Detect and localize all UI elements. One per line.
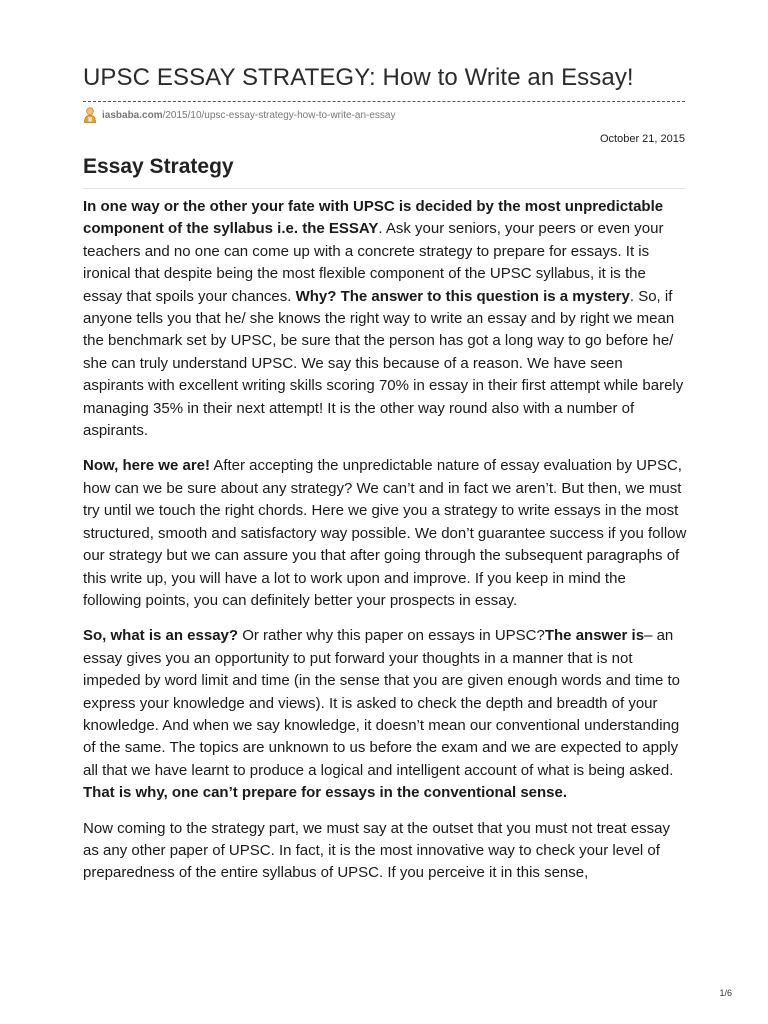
bold-text: So, what is an essay?	[83, 627, 239, 645]
body-text: . Ask your seniors, your peers or even your teachers and no one can come up with a concrete strategy to prepare for essays. It is ironical that despite being the most flexible component of the UPSC syllabus, it is the essay that spoils your chances.	[83, 220, 664, 305]
body-text: – an essay gives you an opportunity to put forward your thoughts in a manner that is not impeded by word limit and time (in the sense that you are given enough words and time to express your knowledge and views). It is asked to check the depth and breadth of your knowledge. And when we say knowledge, it doesn’t mean our conventional understanding of the same. The topics are unknown to us before the exam and we are expected to apply all that we have learnt to produce a logical and intelligent account of what is being asked.	[83, 627, 680, 779]
title-divider	[83, 101, 685, 102]
page-number: 1/6	[719, 988, 732, 998]
source-link[interactable]	[83, 106, 395, 124]
bold-text: In one way or the other your fate with UPSC is decided by the most unpredictable component of the syllabus i.e. the ESSAY	[83, 198, 664, 238]
body-text: Or rather why this paper on essays in UPSC?	[238, 627, 545, 645]
body-text: Now coming to the strategy part, we must say at the outset that you must not treat essay as any other paper of UPSC. In fact, it is the most innovative way to check your level of preparedness of the entire syllabus of UPSC. If you perceive it in this sense,	[83, 819, 670, 882]
bold-text: That is why, one can’t prepare for essays in the conventional sense.	[83, 784, 568, 802]
bold-text: Why? The answer to this question is a mystery	[295, 287, 630, 305]
paragraph-4	[83, 818, 687, 885]
publish-date: October 21, 2015	[599, 133, 685, 145]
bold-text: The answer is	[544, 627, 645, 645]
body-text: After accepting the unpredictable nature of essay evaluation by UPSC, how can we be sure about any strategy? We can’t and in fact we aren’t. But then, we must try until we touch the right chords. Here we give you a strategy to write essays in the most structured, smooth and satisfactory way possible. We don’t guarantee success if you follow our strategy but we can assure you that after going through the subsequent paragraphs of this write up, you will have a lot to work upon and improve. If you keep in mind the following points, you can definitely better your prospects in essay.	[83, 457, 687, 609]
person-icon	[83, 107, 97, 123]
bold-text: Now, here we are!	[83, 457, 210, 475]
paragraph-1	[83, 196, 687, 442]
body-text: . So, if anyone tells you that he/ she knows the right way to write an essay and by right we mean the benchmark set by UPSC, be sure that the person has got a long way to go before he/ she can truly understand UPSC. We say this because of a reason. We have seen aspirants with excellent writing skills scoring 70% in essay in their first attempt while barely managing 35% in their next attempt! It is the other way round also with a number of aspirants.	[83, 287, 684, 440]
source-domain[interactable]: iasbaba.com	[102, 109, 163, 121]
article-body	[83, 196, 687, 898]
paragraph-2	[83, 455, 687, 612]
paragraph-3	[83, 625, 687, 804]
heading-divider	[83, 188, 685, 189]
section-heading: Essay Strategy	[83, 155, 234, 178]
source-path[interactable]: /2015/10/upsc-essay-strategy-how-to-write-an-essay	[162, 109, 396, 121]
page-title: UPSC ESSAY STRATEGY: How to Write an Essay!	[83, 64, 634, 91]
